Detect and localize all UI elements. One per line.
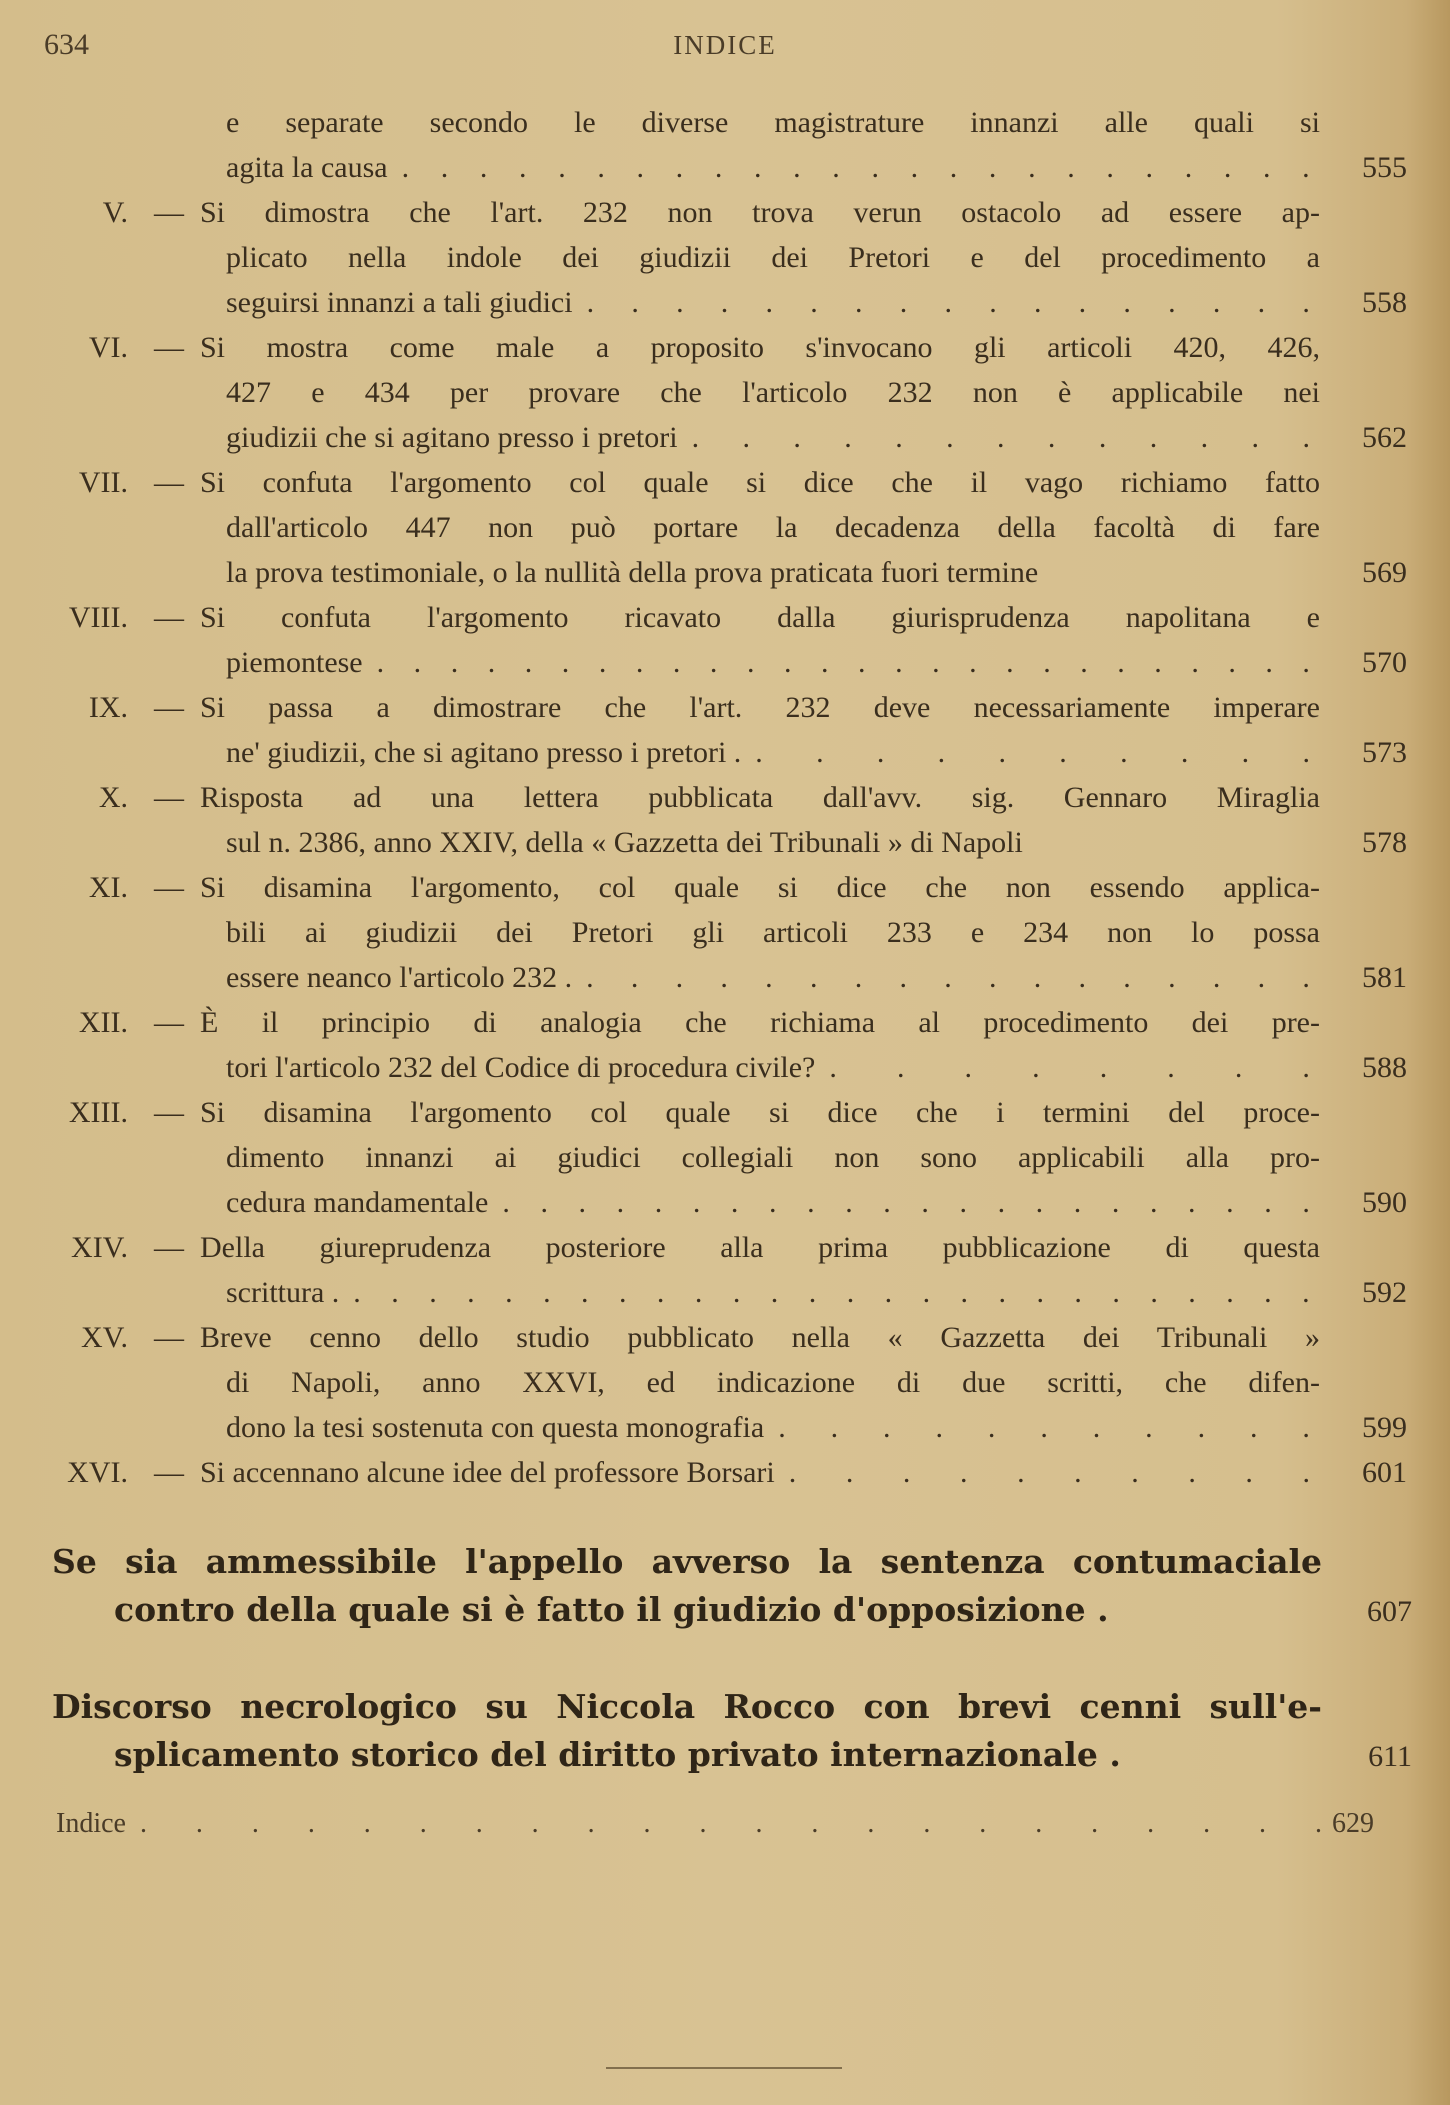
entry-page-number: 558	[1362, 286, 1407, 319]
entry-page-number: 562	[1362, 421, 1407, 454]
entry-title-line: Si disamina l'argomento, col quale si dice che non essendo applica-	[200, 871, 1320, 904]
entry-page-number: 581	[1362, 961, 1407, 994]
entry-title-line: agita la causa	[226, 151, 388, 184]
entry-title-line: cedura mandamentale	[226, 1186, 489, 1219]
leader-dots: . . . . . . . . . . . . . . . . . . . . . . . . . .	[376, 646, 1310, 679]
entry-title-line: Si disamina l'argomento col quale si dice che i termini del proce-	[200, 1096, 1320, 1129]
leader-dots: . . . . . . . . . . . . .	[691, 421, 1310, 454]
leader-dots: . . . . . . . . . . . . . . . . .	[586, 961, 1310, 994]
entry-title-line: Si dimostra che l'art. 232 non trova verun ostacolo ad essere ap-	[200, 196, 1320, 229]
em-dash: —	[154, 871, 184, 904]
entry-title-line: seguirsi innanzi a tali giudici	[226, 286, 573, 319]
chapter-numeral: IX.	[88, 691, 128, 724]
entry-page-number: 555	[1362, 151, 1407, 184]
chapter-numeral: X.	[98, 781, 128, 814]
leader-dots: . . . . . . . . . . .	[778, 1411, 1310, 1444]
entry-title-line: Discorso necrologico su Niccola Rocco con brevi cenni sull'e-	[52, 1687, 1322, 1726]
em-dash: —	[154, 466, 184, 499]
toc-entry-indice[interactable]	[56, 1808, 1412, 1840]
chapter-numeral: XIV.	[71, 1231, 128, 1264]
entry-title-line: plicato nella indole dei giudizii dei Pretori e del procedimento a	[226, 241, 1320, 274]
entry-title-line: Se sia ammessibile l'appello avverso la sentenza contumaciale	[52, 1542, 1322, 1581]
toc-major-entry[interactable]	[0, 1683, 1450, 1779]
chapter-numeral: XVI.	[67, 1456, 128, 1489]
em-dash: —	[154, 1456, 184, 1489]
leader-dots: . . . . . . . . . .	[788, 1456, 1310, 1489]
toc-major-entry[interactable]	[0, 1538, 1450, 1634]
chapter-numeral: VII.	[78, 466, 128, 499]
page-number: 634	[44, 28, 89, 61]
entry-title-line: la prova testimoniale, o la nullità della prova praticata fuori termine	[226, 556, 1039, 589]
em-dash: —	[154, 1096, 184, 1129]
entry-title-line: bili ai giudizii dei Pretori gli articoli 233 e 234 non lo possa	[226, 916, 1320, 949]
leader-dots: . . . . . . . .	[829, 1051, 1310, 1084]
leader-dots: . . . . . . . . . . . . . . . . . . . . . . . .	[401, 151, 1310, 184]
entry-page-number: 578	[1362, 826, 1407, 859]
chapter-numeral: VI.	[88, 331, 128, 364]
leader-dots: . . . . . . . . . . . . . . . . . . . . . .	[502, 1186, 1310, 1219]
entry-page-number: 588	[1362, 1051, 1407, 1084]
entry-title-line: Breve cenno dello studio pubblicato nella « Gazzetta dei Tribunali »	[200, 1321, 1320, 1354]
chapter-numeral: XIII.	[68, 1096, 128, 1129]
entry-title-line: dimento innanzi ai giudici collegiali non sono applicabili alla pro-	[226, 1141, 1320, 1174]
entry-page-number: 592	[1362, 1276, 1407, 1309]
running-title: INDICE	[673, 30, 777, 60]
entry-page-number: 607	[1367, 1595, 1412, 1628]
chapter-numeral: VIII.	[68, 601, 128, 634]
entry-title-line: Si confuta l'argomento ricavato dalla giurisprudenza napolitana e	[200, 601, 1320, 634]
chapter-numeral: XI.	[88, 871, 128, 904]
leader-dots: . . . . . . . . . . . . . . . . . . . . . .	[139, 1808, 1322, 1839]
entry-title-line: giudizii che si agitano presso i pretori	[226, 421, 678, 454]
em-dash: —	[154, 1231, 184, 1264]
entry-page-number: 573	[1362, 736, 1407, 769]
entry-title-line: Si confuta l'argomento col quale si dice che il vago richiamo fatto	[200, 466, 1320, 499]
entry-page-number: 599	[1362, 1411, 1407, 1444]
entry-title-line: 427 e 434 per provare che l'articolo 232 non è applicabile nei	[226, 376, 1320, 409]
entry-title-line: contro della quale si è fatto il giudizio d'opposizione .	[114, 1590, 1109, 1629]
chapter-numeral: XII.	[78, 1006, 128, 1039]
entry-title-line: dall'articolo 447 non può portare la decadenza della facoltà di fare	[226, 511, 1320, 544]
entry-title-line: splicamento storico del diritto privato internazionale .	[114, 1735, 1121, 1774]
entry-title-line: Della giureprudenza posteriore alla prima pubblicazione di questa	[200, 1231, 1320, 1264]
entry-title-line: Si accennano alcune idee del professore Borsari	[200, 1456, 775, 1489]
em-dash: —	[154, 781, 184, 814]
entry-title-line: sul n. 2386, anno XXIV, della « Gazzetta dei Tribunali » di Napoli	[226, 826, 1023, 859]
chapter-numeral: V.	[102, 196, 128, 229]
entry-title-line: essere neanco l'articolo 232 .	[226, 961, 573, 994]
entry-title-line: Si passa a dimostrare che l'art. 232 deve necessariamente imperare	[200, 691, 1320, 724]
entry-title: Indice	[56, 1808, 126, 1839]
em-dash: —	[154, 1006, 184, 1039]
entry-title-line: dono la tesi sostenuta con questa monografia	[226, 1411, 765, 1444]
em-dash: —	[154, 1321, 184, 1354]
entry-title-line: ne' giudizii, che si agitano presso i pretori .	[226, 736, 742, 769]
em-dash: —	[154, 331, 184, 364]
entry-title-line: Risposta ad una lettera pubblicata dall'avv. sig. Gennaro Miraglia	[200, 781, 1320, 814]
closing-rule	[606, 2067, 842, 2069]
entry-title-line: di Napoli, anno XXVI, ed indicazione di due scritti, che difen-	[226, 1366, 1320, 1399]
entry-page-number: 601	[1362, 1456, 1407, 1489]
entry-title-line: È il principio di analogia che richiama al procedimento dei pre-	[200, 1006, 1320, 1039]
entry-page-number: 569	[1362, 556, 1407, 589]
running-head	[0, 28, 1450, 68]
entry-title-line: Si mostra come male a proposito s'invocano gli articoli 420, 426,	[200, 331, 1320, 364]
entry-title-line: e separate secondo le diverse magistrature innanzi alle quali si	[226, 106, 1320, 139]
entry-title-line: piemontese	[226, 646, 363, 679]
entry-page-number: 611	[1368, 1740, 1412, 1773]
em-dash: —	[154, 196, 184, 229]
entry-page-number: 629	[1332, 1808, 1374, 1839]
leader-dots: . . . . . . . . . . . . . . . . . . . . . . . . . .	[353, 1276, 1310, 1309]
leader-dots: . . . . . . . . . . . . . . . . .	[586, 286, 1310, 319]
leader-dots: . . . . . . . . . .	[755, 736, 1310, 769]
em-dash: —	[154, 691, 184, 724]
entry-page-number: 590	[1362, 1186, 1407, 1219]
entry-title-line: tori l'articolo 232 del Codice di procedura civile?	[226, 1051, 816, 1084]
chapter-numeral: XV.	[81, 1321, 128, 1354]
em-dash: —	[154, 601, 184, 634]
entry-title-line: scrittura .	[226, 1276, 340, 1309]
entry-page-number: 570	[1362, 646, 1407, 679]
